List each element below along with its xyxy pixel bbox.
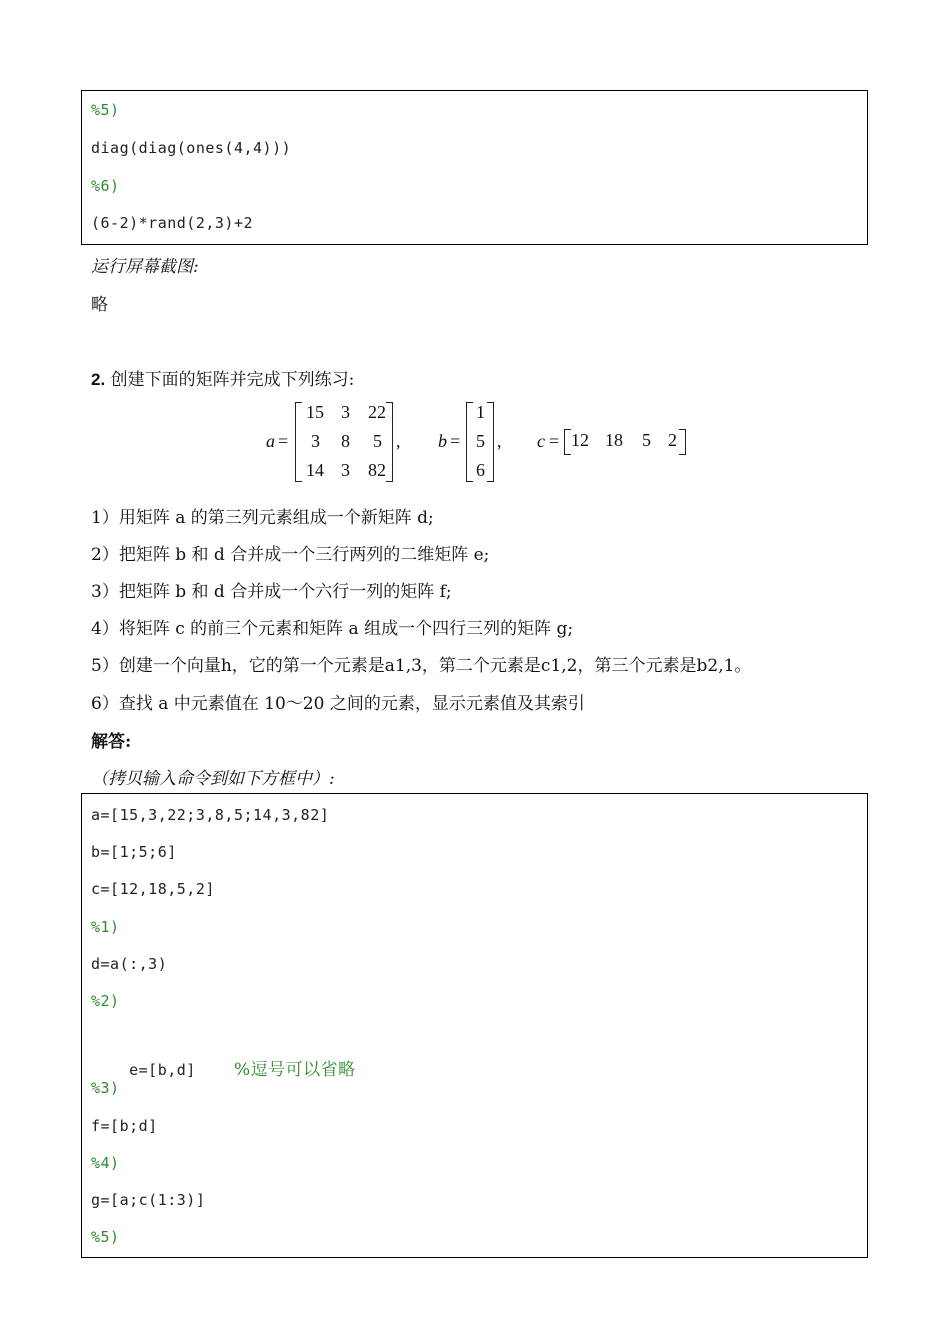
matrix-cell: 6 xyxy=(476,460,485,480)
matrix-cell: 5 xyxy=(373,431,382,451)
code-text: e=[b,d] xyxy=(129,1061,196,1079)
matrix-cell: 82 xyxy=(368,460,386,480)
comma: , xyxy=(497,431,502,451)
matrix-cell: 1 xyxy=(476,402,485,422)
matrix-cell: 5 xyxy=(476,431,485,451)
matrix-cell: 18 xyxy=(605,430,623,450)
matrix-cell: 3 xyxy=(311,431,320,451)
code-comment: %2) xyxy=(91,992,120,1010)
matrix-cell: 12 xyxy=(571,430,589,450)
matrix-a-name: a xyxy=(266,431,275,451)
matrix-c-name: c xyxy=(537,431,545,451)
code-line-with-comment xyxy=(91,1037,356,1098)
task-4: 4）将矩阵 c 的前三个元素和矩阵 a 组成一个四行三列的矩阵 g; xyxy=(91,619,574,639)
problem-title: 创建下面的矩阵并完成下列练习: xyxy=(110,370,355,390)
matrix-cell: 2 xyxy=(668,430,677,450)
code-box-top xyxy=(81,90,868,245)
code-line: d=a(:,3) xyxy=(91,955,168,973)
task-3: 3）把矩阵 b 和 d 合并成一个六行一列的矩阵 f; xyxy=(91,582,452,602)
comma: , xyxy=(396,431,401,451)
matrix-cell: 3 xyxy=(341,402,350,422)
matrix-a xyxy=(295,402,393,482)
code-line: f=[b;d] xyxy=(91,1117,158,1135)
screenshot-label: 运行屏幕截图: xyxy=(91,257,199,277)
code-line: c=[12,18,5,2] xyxy=(91,880,215,898)
code-comment: %6) xyxy=(91,177,120,195)
code-comment: %5) xyxy=(91,1228,120,1246)
matrix-b-name: b xyxy=(438,431,447,451)
code-line: g=[a;c(1:3)] xyxy=(91,1191,206,1209)
equals-sign: = xyxy=(278,431,289,451)
answer-label: 解答: xyxy=(91,732,132,752)
screenshot-value: 略 xyxy=(91,295,108,315)
code-line: (6-2)*rand(2,3)+2 xyxy=(91,214,254,232)
matrix-cell: 8 xyxy=(341,431,350,451)
equals-sign: = xyxy=(450,431,461,451)
task-1: 1）用矩阵 a 的第三列元素组成一个新矩阵 d; xyxy=(91,508,434,528)
matrix-cell: 5 xyxy=(642,430,651,450)
copy-instruction: （拷贝输入命令到如下方框中）: xyxy=(91,769,335,789)
code-comment: %3) xyxy=(91,1079,120,1097)
task-2: 2）把矩阵 b 和 d 合并成一个三行两列的二维矩阵 e; xyxy=(91,545,490,565)
matrix-cell: 22 xyxy=(368,402,386,422)
inline-comment: %逗号可以省略 xyxy=(233,1060,356,1080)
task-6: 6）查找 a 中元素值在 10～20 之间的元素，显示元素值及其索引 xyxy=(91,694,585,714)
matrix-cell: 14 xyxy=(306,460,324,480)
code-comment: %5) xyxy=(91,101,120,119)
task-5: 5）创建一个向量h，它的第一个元素是a1,3，第二个元素是c1,2，第三个元素是b2,1。 xyxy=(91,656,752,676)
code-line: a=[15,3,22;3,8,5;14,3,82] xyxy=(91,806,330,824)
code-box-answer xyxy=(81,793,868,1258)
problem-heading xyxy=(91,365,354,390)
code-line: diag(diag(ones(4,4))) xyxy=(91,139,292,157)
code-comment: %1) xyxy=(91,918,120,936)
code-comment: %4) xyxy=(91,1154,120,1172)
matrix-cell: 15 xyxy=(306,402,324,422)
problem-number: 2. xyxy=(91,370,106,389)
matrix-b xyxy=(466,402,494,482)
matrix-cell: 3 xyxy=(341,460,350,480)
code-line: b=[1;5;6] xyxy=(91,843,177,861)
matrix-c xyxy=(564,429,686,455)
equals-sign: = xyxy=(549,431,560,451)
